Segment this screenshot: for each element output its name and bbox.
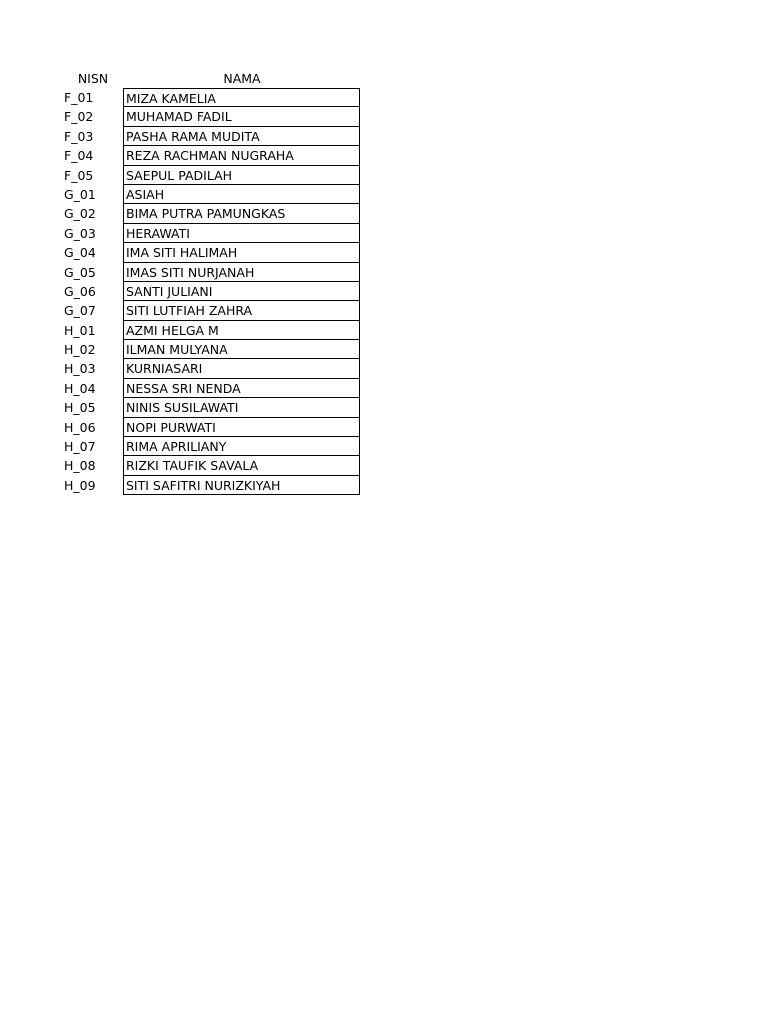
cell-nisn: G_01 <box>64 186 96 202</box>
table-row <box>62 301 360 320</box>
cell-nisn: H_02 <box>64 342 96 358</box>
cell-nama: SITI SAFITRI NURIZKIYAH <box>123 476 360 495</box>
table-body <box>62 88 360 495</box>
cell-nisn: G_06 <box>64 283 96 299</box>
cell-nama: PASHA RAMA MUDITA <box>123 127 360 146</box>
table-row <box>62 282 360 301</box>
cell-nama: MIZA KAMELIA <box>123 88 360 107</box>
cell-nama: RIZKI TAUFIK SAVALA <box>123 456 360 475</box>
cell-nama: BIMA PUTRA PAMUNGKAS <box>123 204 360 223</box>
table-row <box>62 398 360 417</box>
table-row <box>62 185 360 204</box>
cell-nama: SITI LUTFIAH ZAHRA <box>123 301 360 320</box>
header-nisn: NISN <box>77 71 109 86</box>
table-row <box>62 340 360 359</box>
cell-nama: REZA RACHMAN NUGRAHA <box>123 146 360 165</box>
table-row <box>62 321 360 340</box>
cell-nisn: G_04 <box>64 245 96 261</box>
table-row <box>62 263 360 282</box>
cell-nisn: H_01 <box>64 322 96 338</box>
cell-nama: MUHAMAD FADIL <box>123 107 360 126</box>
cell-nisn: G_02 <box>64 206 96 222</box>
cell-nama: ILMAN MULYANA <box>123 340 360 359</box>
header-nama: NAMA <box>223 71 261 86</box>
table-row <box>62 107 360 126</box>
table-row <box>62 224 360 243</box>
table-row <box>62 204 360 223</box>
table-row <box>62 243 360 262</box>
cell-nisn: F_01 <box>64 90 94 105</box>
cell-nama: RIMA APRILIANY <box>123 437 360 456</box>
cell-nisn: H_06 <box>64 419 96 435</box>
cell-nama: IMAS SITI NURJANAH <box>123 263 360 282</box>
cell-nisn: G_03 <box>64 225 96 241</box>
table-row <box>62 127 360 146</box>
cell-nama: NOPI PURWATI <box>123 418 360 437</box>
table-row <box>62 166 360 185</box>
cell-nisn: H_09 <box>64 477 96 493</box>
cell-nisn: H_05 <box>64 400 96 416</box>
table-row <box>62 379 360 398</box>
cell-nama: IMA SITI HALIMAH <box>123 243 360 262</box>
cell-nisn: H_08 <box>64 458 96 474</box>
table-row <box>62 359 360 378</box>
cell-nisn: F_05 <box>64 167 94 183</box>
student-table <box>62 70 360 495</box>
table-row <box>62 88 360 107</box>
table-row <box>62 476 360 495</box>
cell-nisn: F_03 <box>64 128 94 144</box>
cell-nama: SAEPUL PADILAH <box>123 166 360 185</box>
cell-nama: AZMI HELGA M <box>123 321 360 340</box>
table-row <box>62 437 360 456</box>
table-header <box>62 70 360 88</box>
table-row <box>62 418 360 437</box>
cell-nama: NINIS SUSILAWATI <box>123 398 360 417</box>
cell-nama: SANTI JULIANI <box>123 282 360 301</box>
cell-nama: NESSA SRI NENDA <box>123 379 360 398</box>
table-row <box>62 456 360 475</box>
cell-nisn: F_02 <box>64 109 94 125</box>
cell-nama: ASIAH <box>123 185 360 204</box>
cell-nisn: G_07 <box>64 303 96 319</box>
cell-nisn: G_05 <box>64 264 96 280</box>
cell-nisn: F_04 <box>64 148 94 164</box>
cell-nama: KURNIASARI <box>123 359 360 378</box>
cell-nisn: H_07 <box>64 439 96 455</box>
cell-nisn: H_04 <box>64 380 96 396</box>
cell-nisn: H_03 <box>64 361 96 377</box>
cell-nama: HERAWATI <box>123 224 360 243</box>
table-row <box>62 146 360 165</box>
